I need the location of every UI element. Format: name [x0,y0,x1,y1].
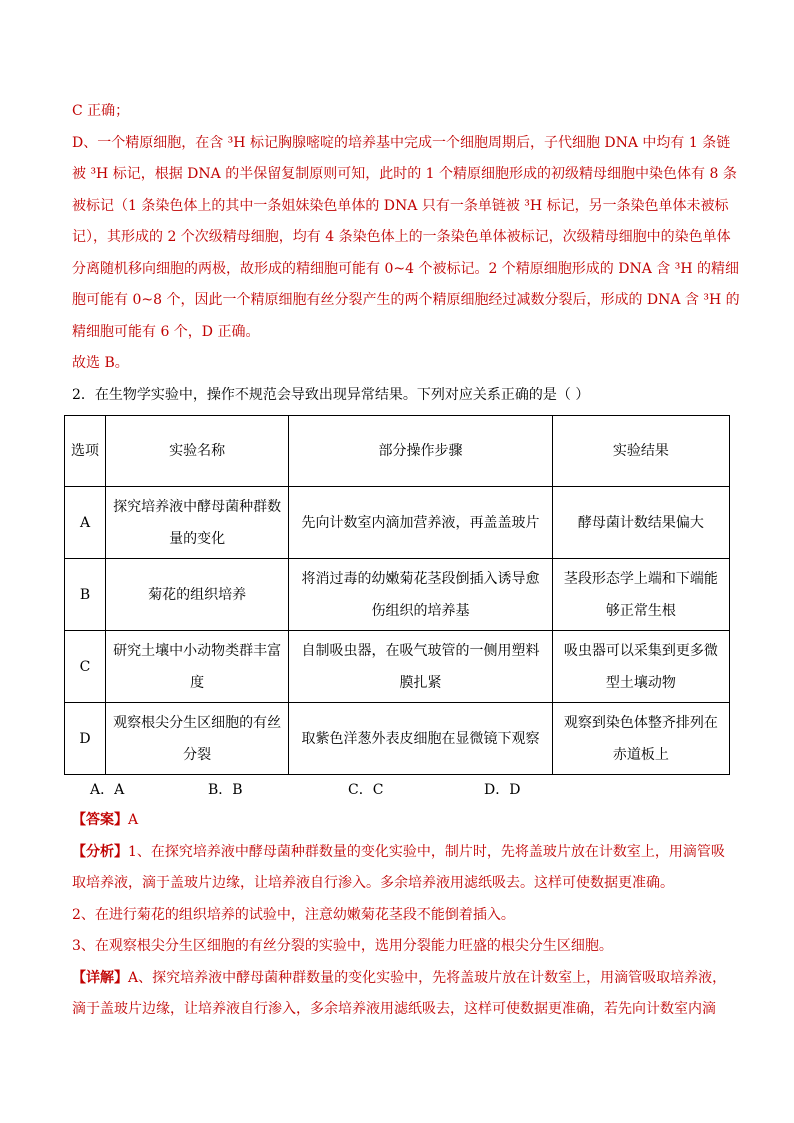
table-cell: 研究土壤中小动物类群丰富度 [106,631,289,703]
table-header-row [65,416,730,487]
table-cell: C [65,631,106,703]
table-cell: 吸虫器可以采集到更多微型土壤动物 [552,631,729,703]
previous-answer-line: 被 ³H 标记，根据 DNA 的半保留复制原则可知，此时的 1 个精原细胞形成的初级精母细胞中染色体有 8 条 [72,166,737,182]
detail-text: 滴于盖玻片边缘，让培养液自行渗入，多余培养液用滤纸吸去，这样可使数据更准确，若先向计数室内滴 [72,1001,716,1017]
previous-answer-block [72,96,740,380]
previous-answer-line: 胞可能有 0~8 个，因此一个精原细胞有丝分裂产生的两个精原细胞经过减数分裂后，形成的 DNA 含 ³H 的 [72,292,740,308]
table-header-cell: 部分操作步骤 [289,416,552,487]
option-d[interactable]: D．D [484,782,521,798]
table-cell: 探究培养液中酵母菌种群数量的变化 [106,487,289,559]
table-cell: 自制吸虫器，在吸气玻管的一侧用塑料膜扎紧 [289,631,552,703]
question-text: 2．在生物学实验中，操作不规范会导致出现异常结果。下列对应关系正确的是（ ） [72,386,590,403]
table-cell: B [65,559,106,631]
table-cell: 酵母菌计数结果偏大 [552,487,729,559]
analysis-text: 1、在探究培养液中酵母菌种群数量的变化实验中，制片时，先将盖玻片放在计数室上，用滴管吸 [128,843,725,860]
previous-answer-line: 分离随机移向细胞的两极，故形成的精细胞可能有 0~4 个被标记。2 个精原细胞形成的 DNA 含 ³H 的精细 [72,260,740,277]
table-cell: 茎段形态学上端和下端能够正常生根 [552,559,729,631]
answer-line [72,805,732,837]
previous-answer-line: D、一个精原细胞，在含 ³H 标记胸腺嘧啶的培养基中完成一个细胞周期后，子代细胞 DNA 中均有 1 条链 [72,134,731,151]
table-cell: A [65,487,106,559]
analysis-line [72,868,732,900]
table-row [65,703,730,775]
answer-label: 【答案】 [72,812,128,828]
table-header-cell: 实验名称 [106,416,289,487]
table-cell: 观察根尖分生区细胞的有丝分裂 [106,703,289,775]
table-header-cell: 实验结果 [552,416,729,487]
options-row [90,775,732,805]
table-cell: 先向计数室内滴加营养液，再盖盖玻片 [289,487,552,559]
experiment-table [64,415,730,775]
detail-block [72,963,732,1026]
previous-answer-line: 精细胞可能有 6 个，D 正确。 [72,323,260,340]
table-cell: 将消过毒的幼嫩菊花茎段倒插入诱导愈伤组织的培养基 [289,559,552,631]
analysis-line [72,931,732,963]
table-row [65,559,730,631]
previous-answer-line: 故选 B。 [72,355,129,371]
table-cell: D [65,703,106,775]
option-a[interactable]: A．A [90,782,125,798]
analysis-line [72,900,732,932]
analysis-label: 【分析】 [72,843,128,860]
table-header-cell: 选项 [65,416,106,487]
analysis-line [72,837,732,869]
document-page [71,96,740,1026]
answer-value: A [128,812,139,828]
analysis-text: 取培养液，滴于盖玻片边缘，让培养液自行渗入。多余培养液用滤纸吸去。这样可使数据更准确。 [72,875,674,891]
table-cell: 取紫色洋葱外表皮细胞在显微镜下观察 [289,703,552,775]
option-c[interactable]: C．C [348,782,384,798]
detail-line [72,963,732,995]
detail-line [72,994,732,1026]
option-b[interactable]: B．B [208,782,243,798]
previous-answer-line: 被标记（1 条染色体上的其中一条姐妹染色单体的 DNA 只有一条单链被 ³H 标记，另一条染色单体未被标 [72,197,729,214]
analysis-text: 3、在观察根尖分生区细胞的有丝分裂的实验中，选用分裂能力旺盛的根尖分生区细胞。 [72,938,613,954]
previous-answer-line: 记），其形成的 2 个次级精母细胞，均有 4 条染色体上的一条染色单体被标记，次级精母细胞中的染色单体 [72,229,731,245]
detail-text: A、探究培养液中酵母菌种群数量的变化实验中，先将盖玻片放在计数室上，用滴管吸取培养液， [128,969,727,986]
analysis-text: 2、在进行菊花的组织培养的试验中，注意幼嫩菊花茎段不能倒着插入。 [72,906,515,923]
table-cell: 菊花的组织培养 [106,559,289,631]
analysis-block [72,837,732,963]
table-cell: 观察到染色体整齐排列在赤道板上 [552,703,729,775]
table-row [65,487,730,559]
table-row [65,631,730,703]
previous-answer-line: C 正确； [72,103,130,119]
detail-label: 【详解】 [72,969,128,986]
